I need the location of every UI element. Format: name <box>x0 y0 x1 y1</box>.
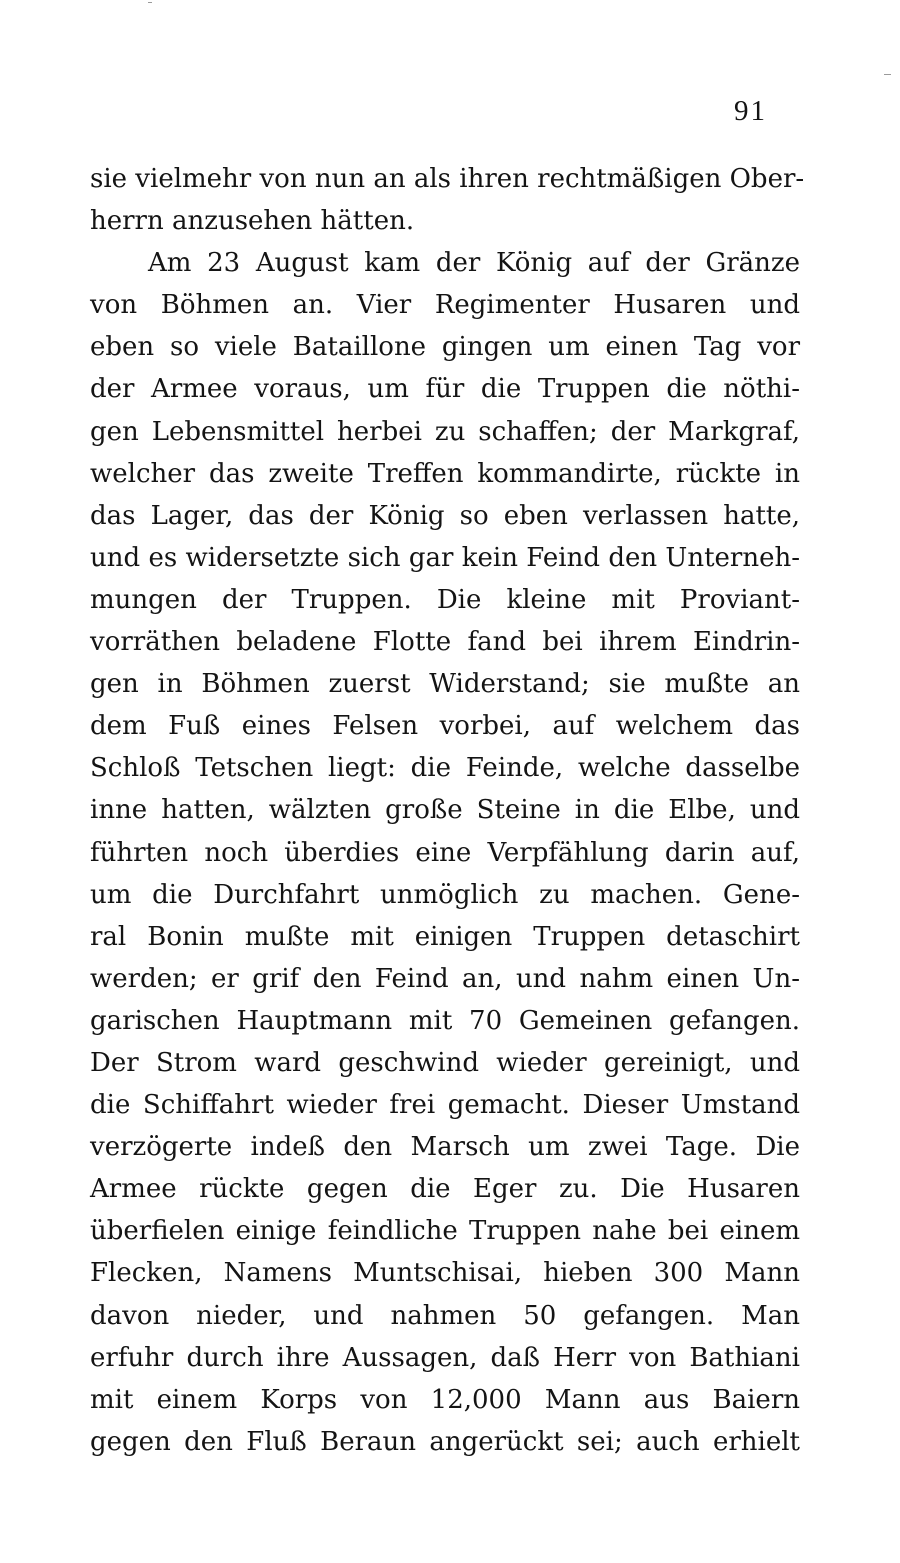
scan-speck <box>148 2 152 3</box>
text-line: mit einem Korps von 12,000 Mann aus Baiern <box>90 1384 800 1415</box>
text-line: Der Strom ward geschwind wieder gereinigt, und <box>90 1047 800 1078</box>
text-line: vorräthen beladene Flotte fand bei ihrem Eindrin- <box>90 627 800 658</box>
text-line: gen Lebensmittel herbei zu schaffen; der Markgraf, <box>90 416 800 447</box>
text-line: gegen den Fluß Beraun angerückt sei; auch erhielt <box>90 1426 800 1457</box>
text-line: eben so viele Bataillone gingen um einen Tag vor <box>90 332 800 363</box>
page-number: 91 <box>734 95 767 127</box>
text-line: dem Fuß eines Felsen vorbei, auf welchem das <box>90 711 800 742</box>
text-line: welcher das zweite Treffen kommandirte, rückte in <box>90 458 800 489</box>
text-line: gen in Böhmen zuerst Widerstand; sie mußte an <box>90 669 800 700</box>
text-line: davon nieder, und nahmen 50 gefangen. Man <box>90 1300 800 1331</box>
text-line: Schloß Tetschen liegt: die Feinde, welche dasselbe <box>90 753 800 784</box>
text-line: und es widersetzte sich gar kein Feind den Unterneh- <box>90 542 800 573</box>
text-line: überfielen einige feindliche Truppen nahe bei einem <box>90 1216 800 1247</box>
text-line: Armee rückte gegen die Eger zu. Die Husaren <box>90 1174 800 1205</box>
body-text <box>90 158 805 1463</box>
text-line: inne hatten, wälzten große Steine in die Elbe, und <box>90 795 800 826</box>
text-line: ral Bonin mußte mit einigen Truppen detaschirt <box>90 921 800 952</box>
text-line: werden; er grif den Feind an, und nahm einen Un- <box>90 963 800 994</box>
text-line: garischen Hauptmann mit 70 Gemeinen gefangen. <box>90 1005 800 1036</box>
text-line: Flecken, Namens Muntschisai, hieben 300 Mann <box>90 1258 800 1289</box>
text-line: erfuhr durch ihre Aussagen, daß Herr von Bathiani <box>90 1342 800 1373</box>
text-line: das Lager, das der König so eben verlassen hatte, <box>90 500 800 531</box>
text-line: um die Durchfahrt unmöglich zu machen. Gene- <box>90 879 800 910</box>
text-line: Am 23 August kam der König auf der Gränze <box>148 248 800 279</box>
text-line: sie vielmehr von nun an als ihren rechtmäßigen Ober- <box>90 164 805 194</box>
text-line: der Armee voraus, um für die Truppen die nöthi- <box>90 374 800 405</box>
text-line: verzögerte indeß den Marsch um zwei Tage. Die <box>90 1132 800 1163</box>
scan-speck <box>884 74 891 75</box>
text-line: führten noch überdies eine Verpfählung darin auf, <box>90 837 800 868</box>
text-line: von Böhmen an. Vier Regimenter Husaren und <box>90 290 800 321</box>
text-line: die Schiffahrt wieder frei gemacht. Dieser Umstand <box>90 1090 800 1121</box>
text-line: herrn anzusehen hätten. <box>90 206 415 237</box>
text-line: mungen der Truppen. Die kleine mit Proviant- <box>90 584 800 615</box>
